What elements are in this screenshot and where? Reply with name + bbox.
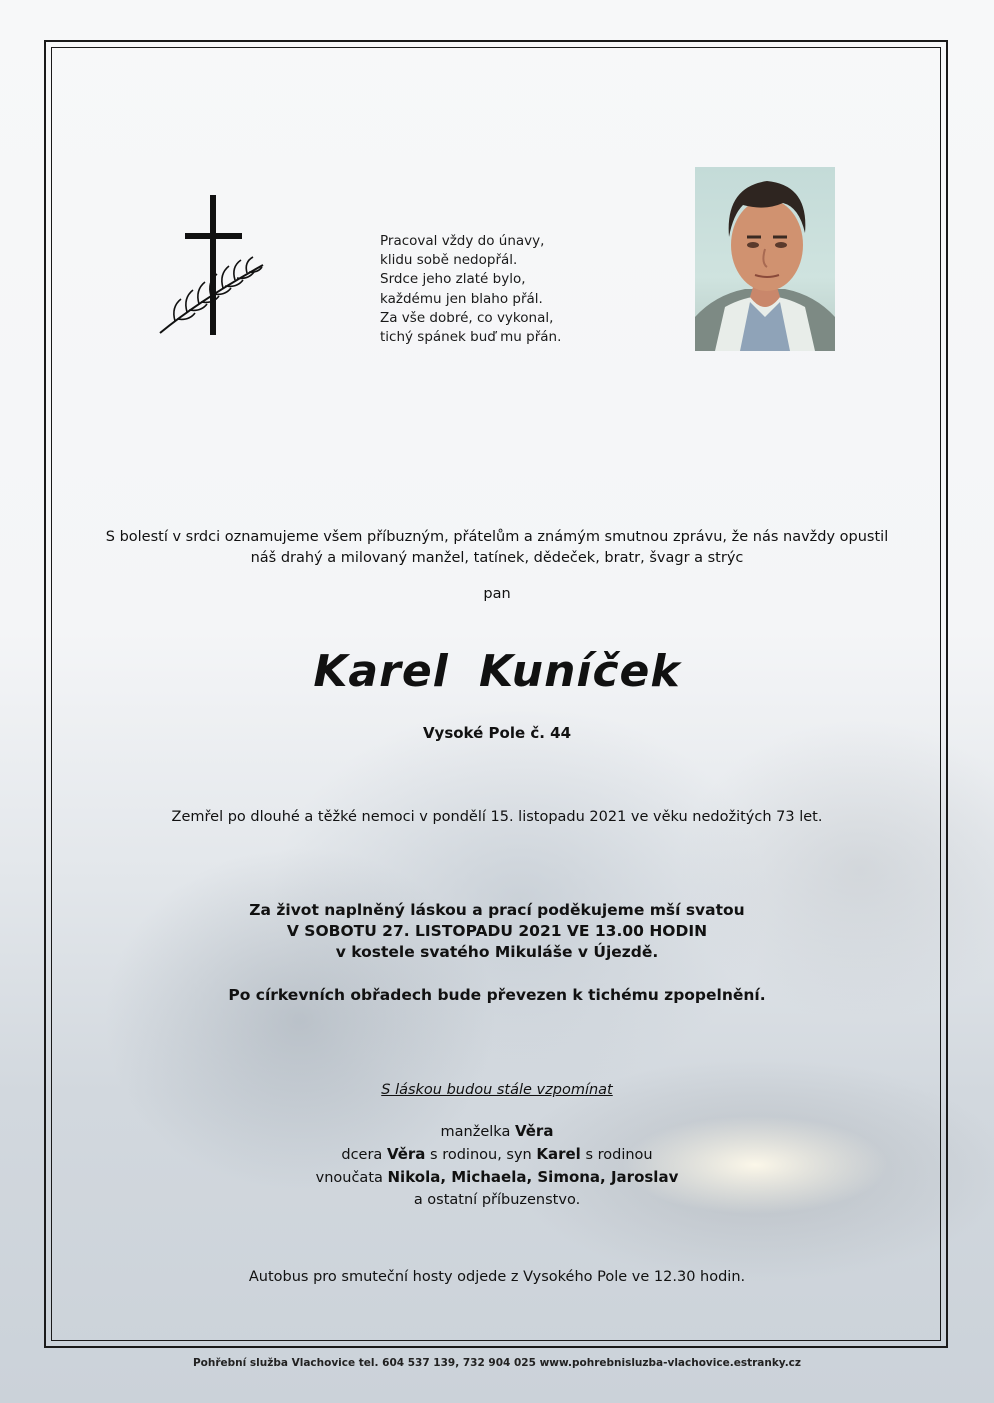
mourners-list (60, 1120, 934, 1211)
cremation-notice: Po církevních obřadech bude převezen k tichému zpopelnění. (228, 986, 766, 1004)
poem-line: každému jen blaho přál. (380, 290, 543, 307)
daughter-name: Věra (386, 1145, 426, 1163)
death-notice: Zemřel po dlouhé a těžké nemoci v pondělí 15. listopadu 2021 ve věku nedožitých 73 let. (171, 809, 823, 825)
poem-line: klidu sobě nedopřál. (380, 252, 518, 269)
mourner-line-grandchildren (60, 1166, 934, 1189)
poem-line: tichý spánek buď mu přán. (380, 329, 562, 346)
funeral-place: v kostele svatého Mikuláše v Újezdě. (335, 943, 659, 961)
mourner-line-others: a ostatní příbuzenstvo. (413, 1192, 581, 1208)
funeral-service-footer: Pohřební služba Vlachovice tel. 604 537 139, 732 904 025 www.pohrebnisluzba-vlachovice.estranky.cz (192, 1357, 802, 1369)
poem-line: Srdce jeho zlaté bylo, (380, 271, 526, 288)
daughter-label: dcera (341, 1147, 383, 1163)
announcement-line: S bolestí v srdci oznamujeme všem příbuzným, přátelům a známým smutnou zprávu, že nás navždy opustil (105, 529, 889, 545)
grandchildren-label: vnoučata (315, 1170, 383, 1186)
funeral-date: V SOBOTU 27. LISTOPADU 2021 VE 13.00 HODIN (286, 922, 708, 940)
poem (380, 232, 640, 347)
wife-label: manželka (440, 1124, 511, 1140)
daughter-suffix: s rodinou, syn (430, 1147, 532, 1163)
honorific: pan (483, 586, 511, 602)
mourner-line-wife (60, 1120, 934, 1143)
portrait-photo (695, 167, 835, 351)
son-name: Karel (536, 1145, 581, 1163)
son-suffix: s rodinou (585, 1147, 653, 1163)
cross-with-palm-icon (155, 195, 270, 340)
bus-notice: Autobus pro smuteční hosty odjede z Vysokého Pole ve 12.30 hodin. (248, 1269, 746, 1285)
funeral-mass-info (60, 900, 934, 963)
announcement-text (60, 527, 934, 569)
poem-line: Za vše dobré, co vykonal, (380, 309, 554, 326)
address: Vysoké Pole č. 44 (422, 724, 572, 742)
poem-line: Pracoval vždy do únavy, (380, 233, 545, 249)
funeral-line: Za život naplněný láskou a prací poděkujeme mší svatou (249, 901, 745, 919)
deceased-name: Karel Kuníček (313, 646, 681, 697)
wife-name: Věra (514, 1122, 554, 1140)
announcement-line: náš drahý a milovaný manžel, tatínek, dědeček, bratr, švagr a strýc (250, 550, 744, 566)
mourners-heading: S láskou budou stále vzpomínat (381, 1082, 613, 1098)
grandchildren-names: Nikola, Michaela, Simona, Jaroslav (387, 1168, 679, 1186)
mourner-line-children (60, 1143, 934, 1166)
